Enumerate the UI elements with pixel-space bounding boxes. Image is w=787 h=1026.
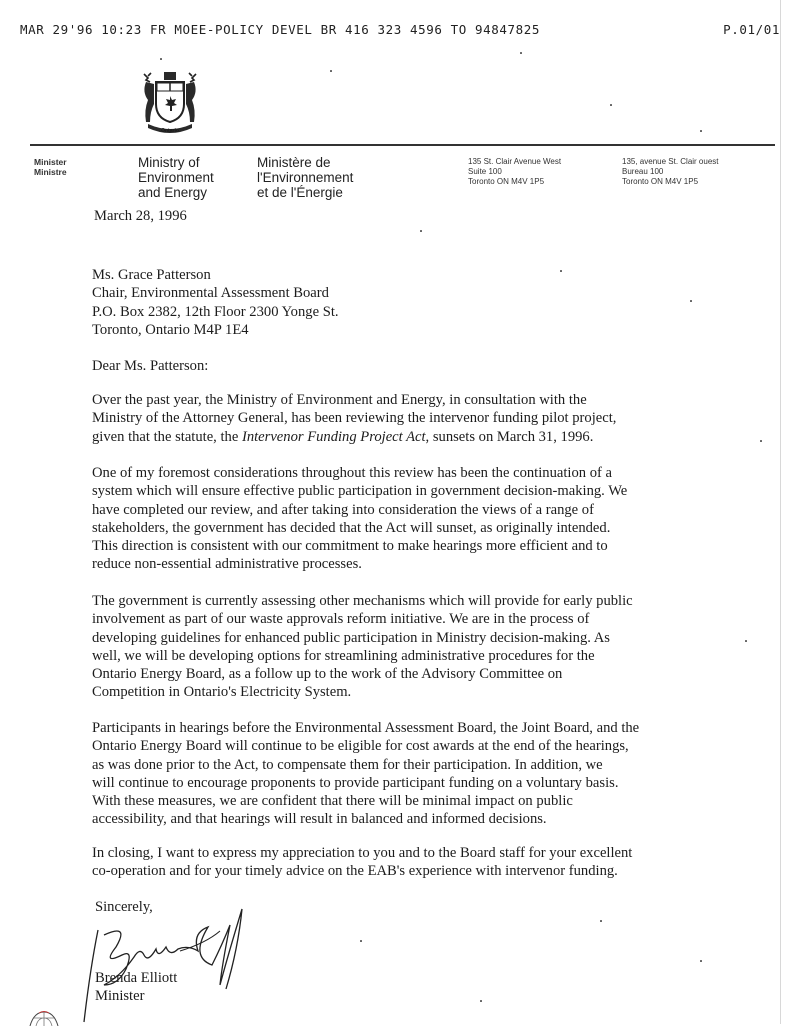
fax-noise-speck <box>360 940 362 942</box>
minister-label: Minister Ministre <box>34 157 67 177</box>
fax-transmission-line: MAR 29'96 10:23 FR MOEE-POLICY DEVEL BR 416 323 4596 TO 94847825 <box>20 22 541 37</box>
fax-transmission-header <box>20 22 780 37</box>
fax-noise-speck <box>700 960 702 962</box>
fax-noise-speck <box>610 104 612 106</box>
paragraph-2: One of my foremost considerations throughout this review has been the continuation of a system which will ensure effective public participation in government decision-making. We have completed our review, and after taking into consideration the views of a range of stakeholders, the government has decided that the Act will sunset, as originally intended. This direction is consistent with our commitment to make hearings more efficient and to reduce non-essential administrative processes. <box>92 465 628 573</box>
ministry-name-french: Ministère de l'Environnement et de l'Énergie <box>257 155 354 200</box>
fax-noise-speck <box>160 58 162 60</box>
fax-page-number: P.01/01 <box>723 22 780 37</box>
fax-noise-speck <box>330 70 332 72</box>
ontario-coat-of-arms-icon <box>138 70 202 136</box>
fax-noise-speck <box>480 1000 482 1002</box>
recipient-city: Toronto, Ontario M4P 1E4 <box>92 321 249 338</box>
fax-noise-speck <box>560 270 562 272</box>
signer-name: Brenda Elliott <box>95 970 178 986</box>
fax-noise-speck <box>520 52 522 54</box>
letterhead-rule <box>30 144 775 146</box>
fax-noise-speck <box>600 920 602 922</box>
fax-noise-speck <box>700 130 702 132</box>
fax-noise-speck <box>420 230 422 232</box>
fax-noise-speck <box>690 300 692 302</box>
paragraph-1: Over the past year, the Ministry of Environment and Energy, in consultation with the Ministry of the Attorney General, has been reviewing the intervenor funding pilot project, given that the statute, the Intervenor Funding Project Act, sunsets on March 31, 1996. <box>92 392 617 445</box>
recipient-street: P.O. Box 2382, 12th Floor 2300 Yonge St. <box>92 303 339 320</box>
ministry-address-french: 135, avenue St. Clair ouest Bureau 100 Toronto ON M4V 1P5 <box>622 157 719 186</box>
letter-date: March 28, 1996 <box>94 208 187 224</box>
closing: Sincerely, <box>95 899 153 915</box>
fax-noise-speck <box>745 640 747 642</box>
recipient-title: Chair, Environmental Assessment Board <box>92 285 329 302</box>
salutation: Dear Ms. Patterson: <box>92 358 209 374</box>
ministry-address-english: 135 St. Clair Avenue West Suite 100 Toronto ON M4V 1P5 <box>468 157 562 186</box>
paragraph-4: Participants in hearings before the Environmental Assessment Board, the Joint Board, and the Ontario Energy Board will continue to be eligible for cost awards at the end of the hearings, as was done prior to the Act, to compensate them for their participation. In addition, we will continue to encourage proponents to provide participant funding on a voluntary basis. With these measures, we are confident that there will be minimal impact on public accessibility, and that hearings will result in balanced and informed decisions. <box>92 720 640 828</box>
handwritten-signature-icon <box>70 895 280 1025</box>
fax-noise-speck <box>760 440 762 442</box>
ministry-name-english: Ministry of Environment and Energy <box>138 155 214 200</box>
page-edge-shadow <box>780 0 781 1024</box>
paragraph-5: In closing, I want to express my appreciation to you and to the Board staff for your excellent co-operation and for your timely advice on the EAB's experience with intervenor funding. <box>92 845 633 880</box>
crest-caption: Ontario <box>161 128 179 134</box>
paragraph-3: The government is currently assessing other mechanisms which will provide for early public involvement as part of our waste approvals reform initiative. We are in the process of developing guidelines for enhanced public participation in Ministry decision-making. As well, we will be developing options for streamlining administrative procedures for the Ontario Energy Board, as a follow up to the work of the Advisory Committee on Competition in Ontario's Electricity System. <box>92 593 633 701</box>
act-title: Intervenor Funding Project Act <box>241 428 426 445</box>
recipient-name: Ms. Grace Patterson <box>92 267 211 283</box>
signer-title: Minister <box>95 988 145 1004</box>
recipient-address-block <box>92 266 339 339</box>
